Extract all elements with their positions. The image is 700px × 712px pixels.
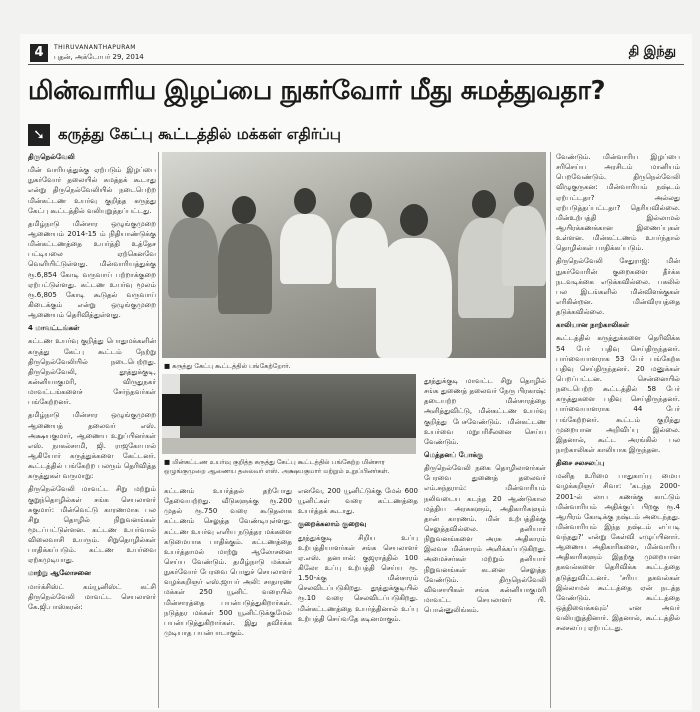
- paragraph: மனித உரிமை பாதுகாப்பு மைய வழக்கறிஞர் சிவா: 'கடந்த 2000-2001-ல் லாப கணக்கு காட்டும் மின்வாரியம் அதிக்குப் பிறகு ரூ.4 ஆயிரம் கோடிக்கு நஷ்டம் அடைந்தது. மின்வாரியம் இந்த நஷ்டம் எப்படி வந்தது?' என்று கேள்வி எழுப்பினார். ஆணைய அதிகாரிகளை, மின்வாரிய அதிகாரிகளும் இதற்கு முறையான தகவல்களை தெரிவிக்க கூட்டத்தை தடுத்துவிட்டனர். 'சரிய தகவல்கள் இல்லாமல் கூட்டத்தை ஏன் நடத்த வேண்டும். கூட்டத்தை ஒத்திவைக்கவும்' என அவர் வலியுறுத்தினார். இதனால், கூட்டத்தில் சலசலப்பு ஏற்பட்டது.: [556, 472, 680, 633]
- paragraph: மார்க்சிஸ்ட் கம்யூனிஸ்ட் கட்சி திருநெல்வேலி மாவட்ட செயலாளர் கே.ஜி.பாஸ்கரன்:: [28, 582, 156, 611]
- edition-city: THIRUVANANTHAPURAM: [54, 44, 136, 51]
- article-column-1: [28, 152, 156, 708]
- paragraph: கட்டண உயர்வு குறித்து பொதுமக்களின் கருத்து கேட்பு கூட்டம் நேற்று திருநெல்வேலியில் நடைபெற்றது. திருநெல்வேலி, தூத்துக்குடி, கன்னியாகுமரி, விருதுநகர் மாவட்டங்களைச் சேர்ந்தவர்கள் பங்கேற்றனர்.: [28, 337, 156, 407]
- audience-photo: [162, 152, 546, 358]
- section-heading: திசை சலசலப்பு: [556, 459, 605, 468]
- article-column-5: [556, 152, 680, 708]
- officials-photo: [162, 374, 416, 454]
- column-divider: [550, 152, 551, 708]
- header-rule: [28, 64, 684, 65]
- edition-date: புதன், அக்டோபர் 29, 2014: [54, 53, 144, 61]
- section-heading: காலியான நாற்காலிகள்: [556, 321, 630, 330]
- section-heading: மெத்தனப் போக்கு: [424, 450, 484, 459]
- paragraph: எனவே, 200 யூனிட்டுக்கு மேல் 600 யூனிட்கள் வரை கட்டணத்தை உயர்த்தக் கூடாது.: [298, 487, 418, 516]
- photo-caption: [164, 362, 544, 371]
- byline: திருநெல்வேலி: [28, 153, 75, 161]
- subheadline: கருத்து கேட்பு கூட்டத்தில் மக்கள் எதிர்ப்பு: [58, 125, 341, 143]
- section-heading: 4 மாவட்டங்கள்: [28, 324, 80, 333]
- column-divider: [158, 152, 159, 708]
- paragraph: கூட்டத்தில் கருத்துக்களை தெரிவிக்க 54 பேர் பதிவு செய்திருந்தனர். பார்வையாளராக 53 பேர் பங்கேற்க பதிவு செய்திருந்தனர். 20 மனுக்கள் பெறப்பட்டன. சென்னையில் நடைபெற்ற கூட்டத்தில் 58 பேர் கருத்துகளை பதிவு செய்திருந்தனர். பார்வையாளராக 44 பேர் பங்கேற்றனர். கூட்டம் குறித்து முறையான அறிவிப்பு இல்லை. இதனால், கூட்ட அரங்கில் பல நாற்காலிகள் காலியாக இருந்தன.: [556, 334, 680, 454]
- paragraph: தமிழ்நாடு மின்சார ஒழுங்குமுறை ஆணையம் 2014-15 ம் நிதியாண்டுக்கு மின்கட்டணத்தை உயர்த்தி உத்தேச பட்டியலை ஏற்கெனவே வெளியிட்டுள்ளது. மின்வாரியத்துக்கு ரூ.6,854 கோடி வருவாய் பற்றாக்குறை ஏற்பட்டுள்ளது. கட்டண உயர்வு மூலம் ரூ.6,805 கோடி கூடுதல் வருவாய் கிடைக்கும் என்று ஒழுங்குமுறை ஆணையம் தெரிவித்துள்ளது.: [28, 219, 156, 320]
- paragraph: திருநெல்வேலி சேதுராஜ்: மின் நுகர்வோரின் குறைகளை தீர்க்க நடவடிக்கை எடுக்கவில்லை. பகலில் பல இடங்களில் மின்விளக்குகள் எரிகின்றன. மின்விரயத்தை தடுக்கவில்லை.: [556, 257, 680, 317]
- paragraph: திருநெல்வேலி நகை தொழிலாளர்கள் பேரவை துணைத் தலைவர் எம்.சுந்தராம்: மின்வாரியம் நலிவடைய கடந்த 20 ஆண்டுகால மத்திய அரசுகளும், அதிகாரிகளும் தான் காரணம். மின் உற்பத்திக்கு செலுத்தவில்லை. தனியார் நிறுவனங்களை அரசு அதிகாரம் இலவச மின்சாரம் அளிக்கப்படுகிறது. அமைச்சர்கள் மற்றும் தனியார் நிறுவனங்கள் கடனை செலுத்த வேண்டும். திருநெல்வேலி விவசாயிகள் சங்க கன்னியாகுமரி மாவட்ட செயலாளர் பி. பொன்னுலிங்கம்.: [424, 464, 546, 615]
- paragraph: தமிழ்நாடு மின்சார ஒழுங்குமுறை ஆணையத் தலைவர் எஸ். அக்ஷயகுமார், ஆணைய உறுப்பினர்கள் எஸ். நாகல்சாமி, ஜி. ராஜகோபால் ஆகியோர் கருத்துக்களை கேட்டனர். கூட்டத்தில் பங்கேற்ற பலரும் தெரிவித்த கருத்துகள் வருமாறு:: [28, 411, 156, 481]
- headline: மின்வாரிய இழப்பை நுகர்வோர் மீது சுமத்துவதா?: [28, 76, 606, 106]
- subheadline-bar: [28, 124, 418, 146]
- paragraph: வேண்டும். மின்வாரிய இழப்பை சரிசெய்ய அரசிடம் மானியம் பெறவேண்டும். திருநெல்வேலி விழுகுருகன: மின்வாரியம் நஷ்டம் ஏற்பட்டதா? அல்லது ஏற்படுத்தப்பட்டதா? தெரியவில்லை. மின்உற்பத்தி இல்லாமல் ஆயிரக்கணக்கான இணைப்புகள் உள்ளன. மின்கட்டணம் உயர்ந்தால் தொழில்கள் பாதிக்கப்படும்.: [556, 153, 680, 253]
- arrow-icon: ➘: [28, 124, 50, 146]
- paragraph: கட்டணம் உயர்த்தல் தற்போது தேவையற்றது. வீடுகளுக்கு ரூ.200 முதல் ரூ.750 வரை கூடுதலாக கட்டணம் செலுத்த வேண்டியுள்ளது. கட்டண உயர்வு எளிய நடுத்தர மக்களை கடுமையாக பாதிக்கும். கட்டணத்தை உயர்த்தாமல் மாற்று ஆலோசனை செய்ய வேண்டும். தமிழ்நாடு மக்கள் நுகர்வோர் பேரவை பொதுச் செயலாளர் வழக்கறிஞர் எஸ்.ஜாபர் அலி: சாதாரண மக்கள் 250 யூனிட் வரையில் மின்சாரத்தை பயன்படுத்துகிறார்கள். நடுத்தர மக்கள் 500 யூனிட்டுக்குமேல் பயன்படுத்துகிறார்கள். இது தவிர்க்க முடியாத பயன்பாடாகும்.: [164, 487, 292, 637]
- paragraph: தூத்துக்குடி சிறிய உப்பு உற்பத்தியாளர்கள் சங்க செயலாளர் ஏ.எஸ். தனபால்: குஜராத்தில் 100 கிலோ உப்பு உற்பத்தி செய்ய ரூ. 1.50-க்கு மின்சாரம் செலவிடப்படுகிறது. தூத்துக்குடியில் ரூ.10 வரை செலவிடப்படுகிறது. மின்கட்டணத்தை உயர்த்தினால் உப்பு உற்பத்தி செய்வதே கடினமாகும்.: [298, 533, 418, 623]
- article-column-2: [164, 486, 292, 708]
- caption-text: கருத்து கேட்பு கூட்டத்தில் பங்கேற்றோர்.: [172, 362, 291, 370]
- page-number: 4: [30, 44, 48, 62]
- caption-marker-icon: ■: [164, 458, 173, 466]
- masthead-logo: தி இந்து: [628, 44, 676, 59]
- paragraph: மின் வாரியத்துக்கு ஏற்படும் இழப்பை நுகர்வோர் தலையில் சுமத்தக் கூடாது என்று திருநெல்வேலியில் நடைபெற்ற மின்கட்டண உயர்வு குறித்த கருத்து கேட்பு கூட்டத்தில் வலியுறுத்தப்பட்டது.: [28, 166, 156, 215]
- caption-marker-icon: ■: [164, 362, 173, 370]
- article-column-4: [424, 376, 546, 708]
- section-heading: குறைக்கலாம் குறைவு: [298, 520, 367, 529]
- article-column-3: [298, 486, 418, 708]
- section-heading: மாற்று ஆலோசனை: [28, 569, 91, 578]
- paragraph: திருநெல்வேலி மாவட்ட சிறு மற்றும் குறுந்தொழில்கள் சங்க செயலாளர் சுகுமார்: மின்வெட்டு காரணமாக பல சிறு தொழில் நிறுவனங்கள் மூடப்பட்டுள்ளன. கட்டண உயர்வால் விலைவாசி உயரும். சிறுதொழில்கள் பாதிக்கப்படும். கட்டண உயர்வை ஏற்கமுடியாது.: [28, 485, 156, 565]
- caption-text: மின்கட்டண உயர்வு குறித்த கருத்து கேட்பு கூட்டத்தில் பங்கேற்ற மின்சார ஒழுங்குமுறை ஆணைய தலைவர் எஸ். அக்ஷயகுமார் மற்றும் உறுப்பினர்கள்.: [164, 458, 390, 476]
- photo-caption: [164, 458, 418, 476]
- paragraph: தூத்துக்குடி மாவட்ட சிறு தொழில் சங்க துணைத் தலைவர் நேரு பிரகாஷ்: தடையற்ற மின்சாரத்தை அளித்துவிட்டு, மின்கட்டண உயர்வு குறித்து பேசவேண்டும். மின்கட்டண உயர்வை மறுபரிசீலனை செய்ய வேண்டும்.: [424, 377, 546, 446]
